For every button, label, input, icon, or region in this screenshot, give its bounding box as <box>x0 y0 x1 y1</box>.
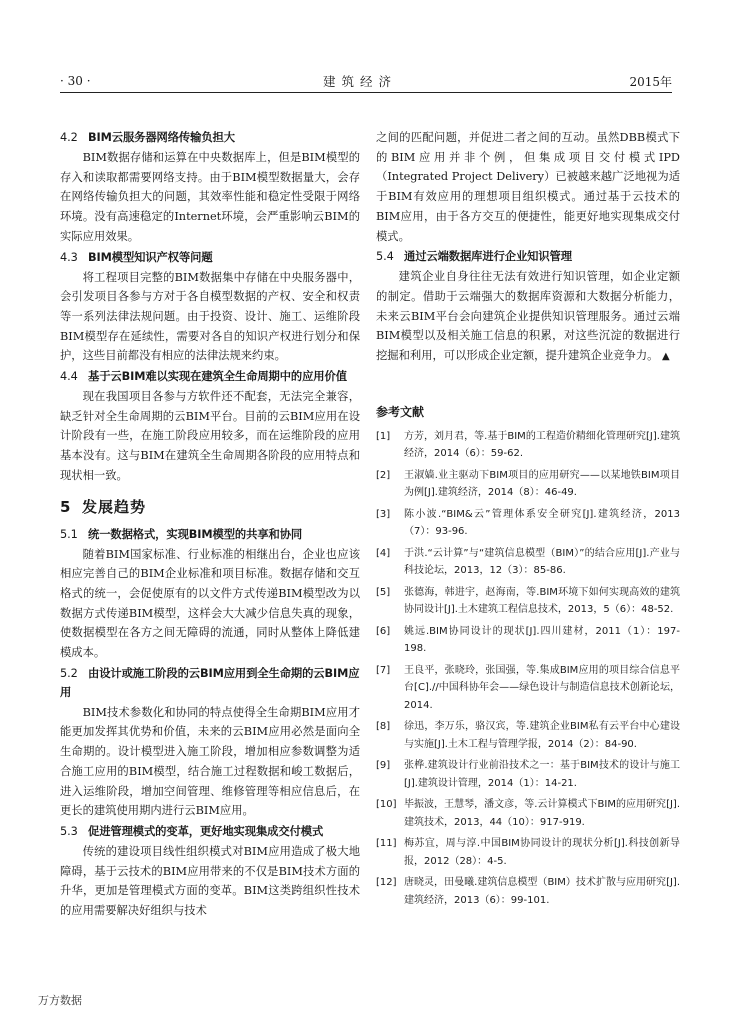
reference-item <box>376 506 680 541</box>
section-5-4-paragraph: 建筑企业自身往往无法有效进行知识管理，如企业定额的制定。借助于云端强大的数据库资源和大数据分析能力，未来云BIM平台会向建筑企业提供知识管理服务。通过云端BIM模型以及相关施工信息的积累，对这些沉淀的数据进行挖掘和利用，可以形成企业定额，提升建筑企业竞争力。 ▲ <box>376 270 680 363</box>
section-5-1-heading: 5.1 统一数据格式，实现BIM模型的共享和协同 <box>60 527 303 541</box>
reference-item <box>376 874 680 909</box>
reference-number: [7] <box>376 664 391 676</box>
reference-text: 王良平，张晓玲，张国强，等.集成BIM应用的项目综合信息平台[C].//中国科协年会——绿色设计与制造信息技术创新论坛，2014. <box>404 664 680 711</box>
reference-text: 方芳，刘月君，等.基于BIM的工程造价精细化管理研究[J].建筑经济，2014（6）：59-62. <box>404 430 680 460</box>
reference-text: 姚远.BIM协同设计的现状[J].四川建材，2011（1）：197-198. <box>404 625 680 655</box>
reference-text: 唐晓灵，田曼曦.建筑信息模型（BIM）技术扩散与应用研究[J].建筑经济，2013（6）：99-101. <box>404 877 680 906</box>
section-5-1-paragraph: 随着BIM国家标准、行业标准的相继出台，企业也应该相应完善自己的BIM企业标准和项目标准。数据存储和交互格式的统一，会促使原有的以文件方式传递BIM模型改为以数据方式传递BIM模型，这样会大大减少信息失真的现象，使数据模型在各方之间无障碍的流通，同时从整体上降低建模成本。 <box>60 547 360 660</box>
reference-item <box>376 718 680 753</box>
continued-paragraph: 之间的匹配问题，并促进二者之间的互动。虽然DBB模式下的BIM应用并非个例，但集成项目交付模式IPD（Integrated Project Delivery）已被越来越广泛地视为适于BIM有效应用的理想项目组织模式。通过基于云技术的BIM应用，由于各方交互的便捷性，能更好地实现集成交付模式。 <box>376 131 680 243</box>
reference-item <box>376 662 680 715</box>
reference-text: 王淑嫱.业主驱动下BIM项目的应用研究——以某地铁BIM项目为例[J].建筑经济，2014（8）：46-49. <box>404 469 680 499</box>
section-4-2-paragraph: BIM数据存储和运算在中央数据库上，但是BIM模型的存入和读取都需要网络支持。由于BIM模型数据量大，会存在网络传输负担大的问题，其效率性能和稳定性受限于网络环境。没有高速稳定的Internet环境，会严重影响云BIM的实际应用效果。 <box>60 151 360 243</box>
reference-number: [9] <box>376 760 391 772</box>
section-4-4-paragraph: 现在我国项目各参与方软件还不配套，无法完全兼容，缺乏针对全生命周期的云BIM平台。目前的云BIM应用在设计阶段有一些，在施工阶段应用较多，而在运维阶段的应用基本没有。这与BIM在建筑全生命周期各阶段的应用特点和现状相一致。 <box>60 390 360 482</box>
end-mark-icon: ▲ <box>662 351 670 363</box>
references-list <box>376 428 680 910</box>
reference-text: 徐迅，李万乐，骆汉宾，等.建筑企业BIM私有云平台中心建设与实施[J].土木工程与管理学报，2014（2）：84-90. <box>404 721 680 750</box>
reference-text: 梅苏宜，周与淳.中国BIM协同设计的现状分析[J].科技创新导报，2012（28）：4-5. <box>404 838 680 867</box>
section-4-3-heading: 4.3 BIM模型知识产权等问题 <box>60 250 213 264</box>
reference-number: [11] <box>376 838 397 850</box>
reference-item <box>376 796 680 831</box>
section-4-4-heading: 4.4 基于云BIM难以实现在建筑全生命周期中的应用价值 <box>60 370 347 384</box>
footer-watermark: 万方数据 <box>38 994 82 1007</box>
left-column <box>60 128 360 922</box>
reference-item <box>376 623 680 658</box>
reference-item <box>376 428 680 463</box>
section-5-heading: 5 发展趋势 <box>60 497 147 516</box>
reference-number: [5] <box>376 586 391 598</box>
section-4-3-paragraph: 将工程项目完整的BIM数据集中存储在中央服务器中，会引发项目各参与方对于各自模型数据的产权、安全和权责等一系列法律法规问题。由于投资、设计、施工、运维阶段BIM模型存在延续性，需要对各自的知识产权进行划分和保护，这些目前都没有相应的法律法规来约束。 <box>60 270 360 363</box>
reference-item <box>376 757 680 792</box>
publication-year: 2015年 <box>629 74 672 89</box>
reference-text: 陈小波.“BIM&云”管理体系安全研究[J].建筑经济，2013（7）：93-96. <box>404 508 680 538</box>
journal-title: 建筑经济 <box>322 74 397 89</box>
reference-number: [2] <box>376 469 391 481</box>
running-header <box>60 70 672 93</box>
references-heading: 参考文献 <box>376 404 425 419</box>
reference-number: [1] <box>376 430 391 442</box>
section-5-4-heading: 5.4 通过云端数据库进行企业知识管理 <box>376 250 572 264</box>
reference-number: [3] <box>376 508 391 520</box>
reference-item <box>376 467 680 502</box>
page-number: · 30 · <box>60 74 91 88</box>
reference-text: 张德海，韩进宇，赵海南，等.BIM环境下如何实现高效的建筑协同设计[J].土木建筑工程信息技术，2013，5（6）：48-52. <box>404 586 680 616</box>
reference-number: [6] <box>376 625 391 637</box>
reference-item <box>376 584 680 619</box>
reference-text: 张桦.建筑设计行业前沿技术之一：基于BIM技术的设计与施工[J].建筑设计管理，2014（1）：14-21. <box>404 760 680 789</box>
reference-item <box>376 835 680 870</box>
right-column <box>376 128 680 913</box>
reference-number: [12] <box>376 877 397 889</box>
section-5-3-heading: 5.3 促进管理模式的变革，更好地实现集成交付模式 <box>60 824 324 838</box>
reference-item <box>376 545 680 580</box>
section-4-2-heading: 4.2 BIM云服务器网络传输负担大 <box>60 131 235 144</box>
section-5-3-paragraph: 传统的建设项目线性组织模式对BIM应用造成了极大地障碍，基于云技术的BIM应用带来的不仅是BIM技术方面的升华，更加是管理模式方面的变革。BIM这类跨组织性技术的应用需要解决好组织与技术 <box>60 844 360 918</box>
reference-text: 毕振波，王慧琴，潘文彦，等.云计算模式下BIM的应用研究[J].建筑技术，2013，44（10）：917-919. <box>404 799 680 828</box>
reference-number: [10] <box>376 799 397 811</box>
reference-text: 于洪.“云计算”与“建筑信息模型（BIM）”的结合应用[J].产业与科技论坛，2013，12（3）：85-86. <box>404 547 680 577</box>
section-5-2-paragraph: BIM技术参数化和协同的特点使得全生命期BIM应用才能更加发挥其优势和价值，未来的云BIM应用必然是面向全生命期的。设计模型进入施工阶段，增加相应参数调整为适合施工应用的BIM模型，结合施工过程数据和峻工数据后，进入运维阶段，增加空间管理、维修管理等相应信息后，在更长的建筑使用期内进行云BIM应用。 <box>60 705 360 818</box>
reference-number: [8] <box>376 721 391 733</box>
reference-number: [4] <box>376 547 391 559</box>
section-5-2-heading: 5.2 由设计或施工阶段的云BIM应用到全生命期的云BIM应用 <box>60 666 360 699</box>
